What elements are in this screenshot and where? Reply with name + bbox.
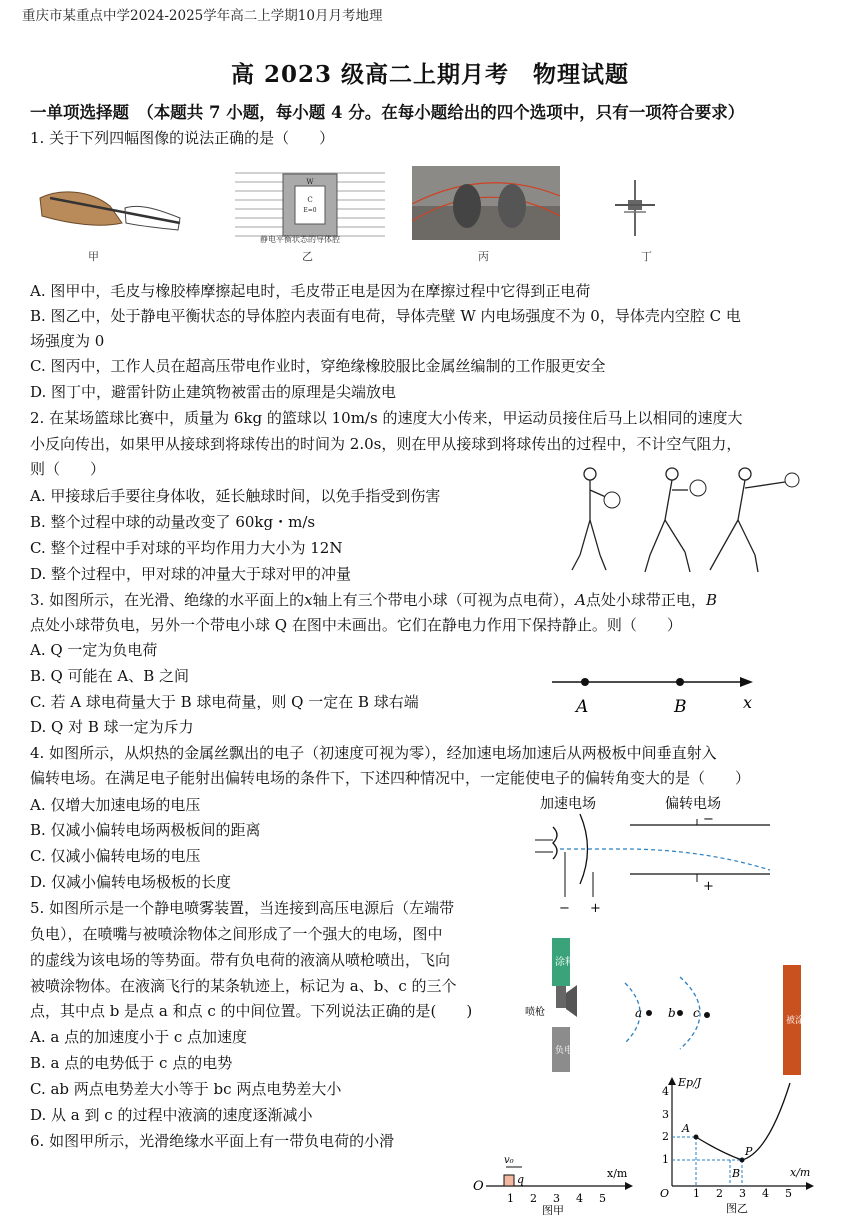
q2-stem-line1: 2. 在某场篮球比赛中，质量为 6kg 的篮球以 10m/s 的速度大小传来，甲运动员接住后马上以相同的速度大	[30, 409, 743, 427]
q1-figure-jia	[30, 168, 190, 258]
q2-stem-line3: 则（ ）	[30, 460, 106, 478]
q6-fig1-tick-3: 3	[553, 1192, 560, 1205]
q5-label-c: c	[693, 1006, 700, 1020]
q5-option-b: B. a 点的电势低于 c 点的电势	[30, 1054, 233, 1072]
q5-label-paint: 涂料	[555, 957, 575, 968]
q4-source-minus: −	[559, 901, 570, 916]
q6-fig2-xtick-5: 5	[785, 1187, 792, 1200]
q6-fig1-axis: x/m	[607, 1167, 628, 1180]
q3-stem-line1	[30, 590, 717, 610]
q2-option-d: D. 整个过程中，甲对球的冲量大于球对甲的冲量	[30, 565, 352, 583]
q6-stem: 6. 如图甲所示，光滑绝缘水平面上有一带负电荷的小滑	[30, 1132, 395, 1150]
q3-option-a: A. Q 一定为负电荷	[30, 641, 158, 659]
source-header: 重庆市某重点中学2024-2025学年高二上学期10月月考地理	[22, 8, 383, 24]
q5-stem-line3: 的虚线为该电场的等势面。带有负电荷的液滴从喷枪喷出，飞向	[30, 951, 451, 969]
exam-title: 高 2023 级高二上期月考 物理试题	[230, 61, 630, 88]
q5-spray-figure	[525, 935, 815, 1075]
q1-option-d: D. 图丁中，避雷针防止建筑物被雷击的原理是尖端放电	[30, 383, 397, 401]
q4-option-a: A. 仅增大加速电场的电压	[30, 796, 201, 814]
q3-axis-figure	[548, 670, 768, 720]
q5-label-b: b	[668, 1006, 676, 1020]
q4-option-d: D. 仅减小偏转电场极板的长度	[30, 873, 232, 891]
q5-stem-line2: 负电），在喷嘴与被喷涂物体之间形成了一个强大的电场，图中	[30, 925, 443, 943]
q1-fig2-c-label: C	[307, 196, 313, 204]
q3-option-c: C. 若 A 球电荷量大于 B 球电荷量，则 Q 一定在 B 球右端	[30, 693, 419, 711]
q6-figure-yi	[650, 1073, 820, 1215]
q6-fig1-caption: 图甲	[542, 1204, 564, 1215]
q3-stem-part1: 3. 如图所示，在光滑、绝缘的水平面上的	[30, 591, 305, 609]
q4-stem-line1: 4. 如图所示，从炽热的金属丝飘出的电子（初速度可视为零），经加速电场加速后从两极板中间垂直射入	[30, 744, 717, 762]
q2-option-c: C. 整个过程中手对球的平均作用力大小为 12N	[30, 539, 343, 557]
q2-option-b: B. 整个过程中球的动量改变了 60kg・m/s	[30, 513, 316, 531]
q3-stem-line2: 点处小球带负电，另外一个带电小球 Q 在图中未画出。它们在静电力作用下保持静止。则（ ）	[30, 616, 682, 634]
q1-figure-ding	[610, 178, 660, 238]
q5-option-d: D. 从 a 到 c 的过程中液滴的速度逐渐减小	[30, 1106, 313, 1124]
q1-caption-ding: 丁	[641, 250, 652, 263]
q1-option-b-line1: B. 图乙中，处于静电平衡状态的导体腔内表面有电荷，导体壳壁 W 内电场强度不为 0，导体壳内空腔 C 电	[30, 307, 741, 325]
q5-label-target: 被涂物	[786, 1016, 814, 1026]
q6-fig1-origin: O	[473, 1179, 484, 1194]
q2-basketball-figure	[560, 460, 810, 580]
q6-fig2-point-a: A	[682, 1122, 690, 1135]
q6-fig1-tick-5: 5	[599, 1192, 606, 1205]
q3-stem-a: A	[575, 591, 586, 609]
q6-fig2-yaxis: Ep/J	[678, 1076, 702, 1089]
q6-figure-jia	[470, 1135, 640, 1215]
q1-caption-yi: 乙	[302, 250, 313, 263]
q1-option-c: C. 图丙中，工作人员在超高压带电作业时，穿绝缘橡胶服比金属丝编制的工作服更安全	[30, 357, 606, 375]
q3-stem-b: B	[705, 591, 717, 609]
q6-fig2-point-b: B	[732, 1167, 741, 1180]
q3-option-b: B. Q 可能在 A、B 之间	[30, 667, 190, 685]
q1-option-b-line2: 场强度为 0	[30, 332, 105, 350]
q4-label-deflect: 偏转电场	[665, 796, 721, 812]
q2-option-a: A. 甲接球后手要往身体收，延长触球时间，以免手指受到伤害	[30, 487, 441, 505]
q1-fig2-e-label: E=0	[303, 207, 317, 214]
q6-fig2-xtick-3: 3	[739, 1187, 746, 1200]
q1-caption-bing: 丙	[478, 250, 489, 263]
q3-option-d: D. Q 对 B 球一定为斥力	[30, 718, 194, 736]
q4-plate-minus: −	[703, 812, 714, 827]
q6-fig2-origin: O	[660, 1187, 670, 1200]
q6-fig2-xtick-1: 1	[693, 1187, 700, 1200]
q4-source-plus: +	[590, 901, 601, 916]
q6-fig1-tick-1: 1	[507, 1192, 514, 1205]
q5-label-gun: 喷枪	[525, 1007, 545, 1018]
q1-option-a: A. 图甲中，毛皮与橡胶棒摩擦起电时，毛皮带正电是因为在摩擦过程中它得到正电荷	[30, 282, 591, 300]
q1-figure-yi	[235, 168, 385, 243]
q5-stem-line5: 点，其中点 b 是点 a 和点 c 的中间位置。下列说法正确的是( )	[30, 1002, 473, 1020]
q2-stem-line2: 小反向传出，如果甲从接球到将球传出的时间为 2.0s，则在甲从接球到将球传出的过程中，不计空气阻力，	[30, 435, 742, 453]
q1-fig2-label: 静电平衡状态的导体腔	[260, 235, 340, 244]
q6-fig2-ytick-1: 1	[662, 1153, 669, 1166]
q6-fig1-tick-2: 2	[530, 1192, 537, 1205]
q6-fig2-ytick-4: 4	[662, 1085, 669, 1098]
q3-label-a: A	[576, 697, 589, 717]
q1-caption-jia: 甲	[88, 250, 99, 263]
q6-fig1-tick-4: 4	[576, 1192, 583, 1205]
q5-stem-line4: 被喷涂物体。在液滴飞行的某条轨迹上，标记为 a、b、c 的三个	[30, 977, 457, 995]
q6-fig1-q: q	[517, 1173, 525, 1186]
q3-label-x: x	[743, 693, 753, 712]
q4-plate-plus: +	[703, 879, 714, 894]
q3-stem-part2: 轴上有三个带电小球（可视为点电荷），	[312, 591, 576, 609]
q6-fig2-ytick-2: 2	[662, 1130, 669, 1143]
q4-option-b: B. 仅减小偏转电场两极板间的距离	[30, 821, 261, 839]
q5-label-negv: 负电压	[555, 1046, 583, 1056]
q6-fig2-xaxis: x/m	[790, 1166, 811, 1179]
q3-label-b: B	[674, 697, 687, 717]
q1-figure-bing	[412, 166, 560, 240]
q4-option-c: C. 仅减小偏转电场的电压	[30, 847, 201, 865]
q6-fig2-xtick-2: 2	[716, 1187, 723, 1200]
q4-label-accel: 加速电场	[540, 796, 596, 812]
q5-option-a: A. a 点的加速度小于 c 点加速度	[30, 1028, 248, 1046]
q6-fig2-ytick-3: 3	[662, 1108, 669, 1121]
q4-deflection-figure	[515, 792, 775, 917]
q3-stem-x: x	[304, 591, 313, 609]
q5-option-c: C. ab 两点电势差大小等于 bc 两点电势差大小	[30, 1080, 342, 1098]
q1-stem: 1. 关于下列四幅图像的说法正确的是（ ）	[30, 129, 335, 147]
q4-stem-line2: 偏转电场。在满足电子能射出偏转电场的条件下，下述四种情况中，一定能使电子的偏转角变大的是（ ）	[30, 769, 751, 787]
q6-fig1-v0: v₀	[504, 1155, 514, 1166]
q5-stem-line1: 5. 如图所示是一个静电喷雾装置，当连接到高压电源后（左端带	[30, 899, 455, 917]
q3-stem-part3: 点处小球带正电，	[585, 591, 706, 609]
q6-fig2-point-p: P	[745, 1145, 753, 1158]
q1-fig2-w-label: W	[306, 178, 314, 186]
q6-fig2-xtick-4: 4	[762, 1187, 769, 1200]
q6-fig2-caption: 图乙	[726, 1202, 748, 1215]
section-heading: 一单项选择题 （本题共 7 小题，每小题 4 分。在每小题给出的四个选项中，只有一项符合要求）	[30, 103, 745, 122]
q5-label-a: a	[635, 1006, 643, 1020]
